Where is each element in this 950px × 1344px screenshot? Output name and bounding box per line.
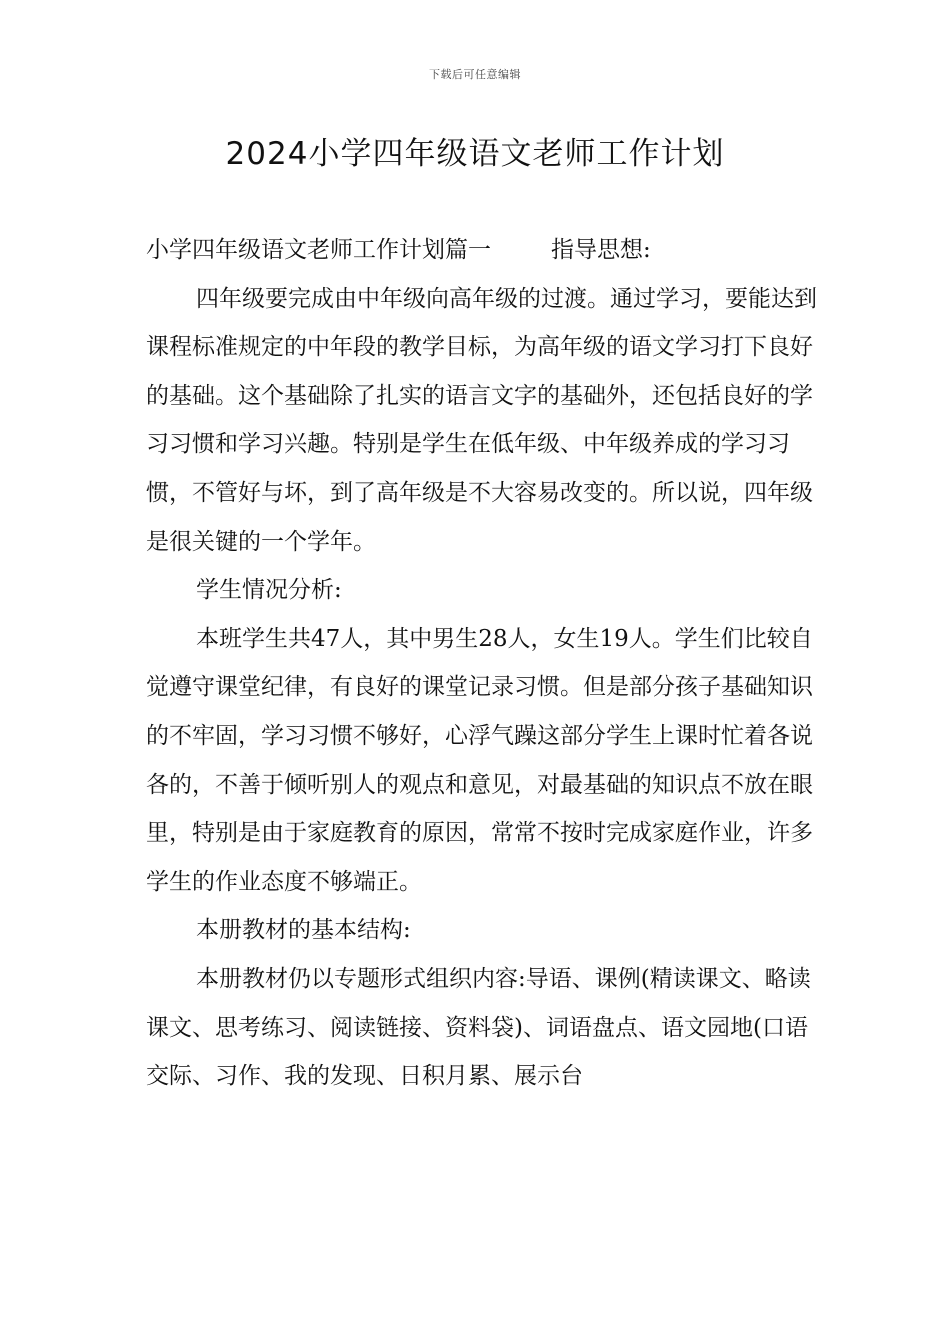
document-body bbox=[146, 226, 826, 1101]
paragraph-textbook: 本册教材仍以专题形式组织内容:导语、课例(精读课文、略读课文、思考练习、阅读链接、资料袋)、词语盘点、语文园地(口语交际、习作、我的发现、日积月累、展示台 bbox=[146, 965, 811, 1090]
header-note: 下载后可任意编辑 bbox=[429, 68, 521, 81]
document-title: 2024小学四年级语文老师工作计划 bbox=[225, 136, 725, 172]
paragraph-students: 本班学生共47人，其中男生28人，女生19人。学生们比较自觉遵守课堂纪律，有良好的课堂记录习惯。但是部分孩子基础知识的不牢固，学习习惯不够好，心浮气躁这部分学生上课时忙着各说各的，不善于倾听别人的观点和意见，对最基础的知识点不放在眼里，特别是由于家庭教育的原因，常常不按时完成家庭作业，许多学生的作业态度不够端正。 bbox=[146, 625, 813, 895]
section-heading-students: 学生情况分析: bbox=[196, 577, 342, 604]
intro-heading: 小学四年级语文老师工作计划篇一 bbox=[146, 237, 491, 263]
paragraph-guiding: 四年级要完成由中年级向高年级的过渡。通过学习，要能达到课程标准规定的中年段的教学目标，为高年级的语文学习打下良好的基础。这个基础除了扎实的语言文字的基础外，还包括良好的学习习惯和学习兴趣。特别是学生在低年级、中年级养成的学习习惯，不管好与坏，到了高年级是不大容易改变的。所以说，四年级是很关键的一个学年。 bbox=[146, 285, 817, 555]
section-heading-textbook: 本册教材的基本结构: bbox=[196, 917, 411, 944]
guiding-label: 指导思想: bbox=[551, 237, 651, 263]
intro-line bbox=[146, 226, 826, 275]
